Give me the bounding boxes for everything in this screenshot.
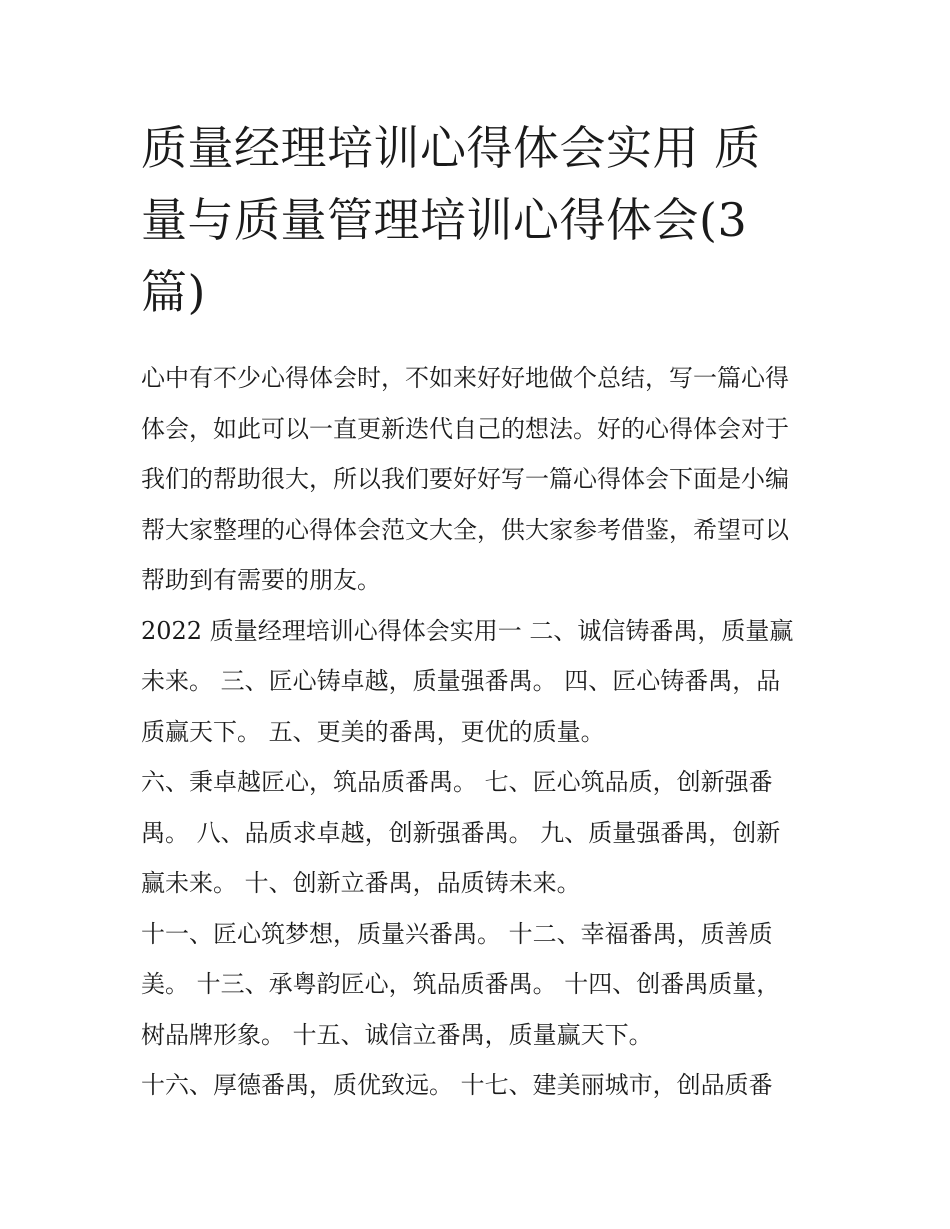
text-line: 十六、厚德番禺，质优致远。 十七、建美丽城市，创品质番: [141, 1071, 773, 1099]
text-line: 树品牌形象。 十五、诚信立番禺，质量赢天下。: [141, 1020, 653, 1049]
text-line: 帮助到有需要的朋友。: [141, 566, 381, 594]
title-line: 篇): [141, 265, 206, 319]
intro-paragraph: [141, 353, 821, 606]
slogan-paragraph: [141, 757, 821, 909]
title-line: 量与质量管理培训心得体会(3: [141, 193, 748, 247]
text-line: 未来。 三、匠心铸卓越，质量强番禺。 四、匠心铸番禺，品: [141, 667, 781, 695]
document-title: [141, 112, 821, 328]
text-line: 六、秉卓越匠心，筑品质番禺。 七、匠心筑品质，创新强番: [141, 768, 773, 796]
slogan-paragraph: [141, 909, 821, 1061]
text-line: 赢未来。 十、创新立番禺，品质铸未来。: [141, 869, 581, 897]
title-line: 质量经理培训心得体会实用 质: [141, 121, 761, 175]
text-line: 2022 质量经理培训心得体会实用一 二、诚信铸番禺，质量赢: [141, 616, 794, 645]
text-line: 心中有不少心得体会时，不如来好好地做个总结，写一篇心得: [141, 364, 789, 392]
text-line: 美。 十三、承粤韵匠心，筑品质番禺。 十四、创番禺质量，: [141, 970, 781, 998]
text-line: 十一、匠心筑梦想，质量兴番禺。 十二、幸福番禺，质善质: [141, 919, 773, 948]
slogan-paragraph: [141, 606, 821, 758]
text-line: 体会，如此可以一直更新迭代自己的想法。好的心得体会对于: [141, 414, 789, 443]
text-line: 禺。 八、品质求卓越，创新强番禺。 九、质量强番禺，创新: [141, 818, 781, 847]
text-line: 质赢天下。 五、更美的番禺，更优的质量。: [141, 717, 605, 746]
document-body: [141, 353, 821, 1111]
text-line: 帮大家整理的心得体会范文大全，供大家参考借鉴，希望可以: [141, 515, 789, 544]
slogan-paragraph: [141, 1060, 821, 1111]
text-line: 我们的帮助很大，所以我们要好好写一篇心得体会下面是小编: [141, 465, 789, 493]
